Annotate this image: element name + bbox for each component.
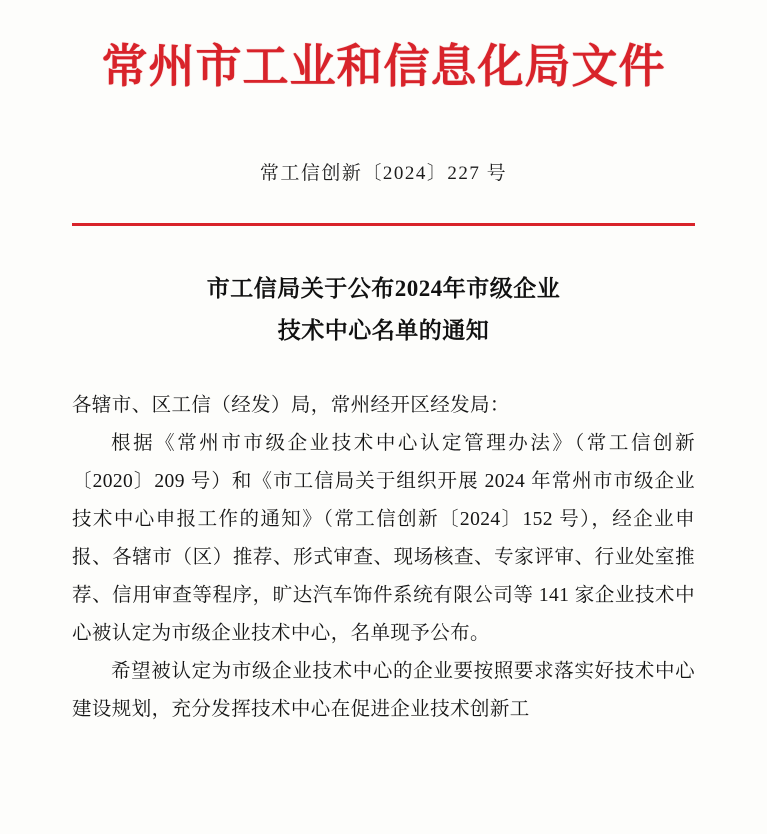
issuing-authority-title: 常州市工业和信息化局文件	[101, 39, 666, 93]
document-subject-line-1: 市工信局关于公布2024年市级企业	[206, 275, 561, 301]
page-bottom-fade	[0, 808, 767, 834]
document-body	[72, 387, 695, 729]
salutation-line: 各辖市、区工信（经发）局，常州经开区经发局：	[72, 394, 510, 416]
document-header	[72, 0, 695, 96]
document-number: 常工信创新〔2024〕227 号	[259, 162, 508, 184]
body-paragraph-2: 希望被认定为市级企业技术中心的企业要按照要求落实好技术中心建设规划，充分发挥技术中心在促进企业技术创新工	[72, 660, 695, 720]
red-divider-rule	[72, 223, 695, 226]
body-paragraph-1: 根据《常州市市级企业技术中心认定管理办法》（常工信创新〔2020〕209 号）和《市工信局关于组织开展 2024 年常州市市级企业技术中心申报工作的通知》（常工信创新〔2024〕152 号），经企业申报、各辖市（区）推荐、形式审查、现场核查、专家评审、行业处室推荐、信用审查等程序，旷达汽车饰件系统有限公司等 141 家企业技术中心被认定为市级企业技术中心，名单现予公布。	[72, 432, 695, 644]
document-subject-line-2: 技术中心名单的通知	[277, 318, 490, 344]
document-subject-title	[72, 268, 695, 353]
